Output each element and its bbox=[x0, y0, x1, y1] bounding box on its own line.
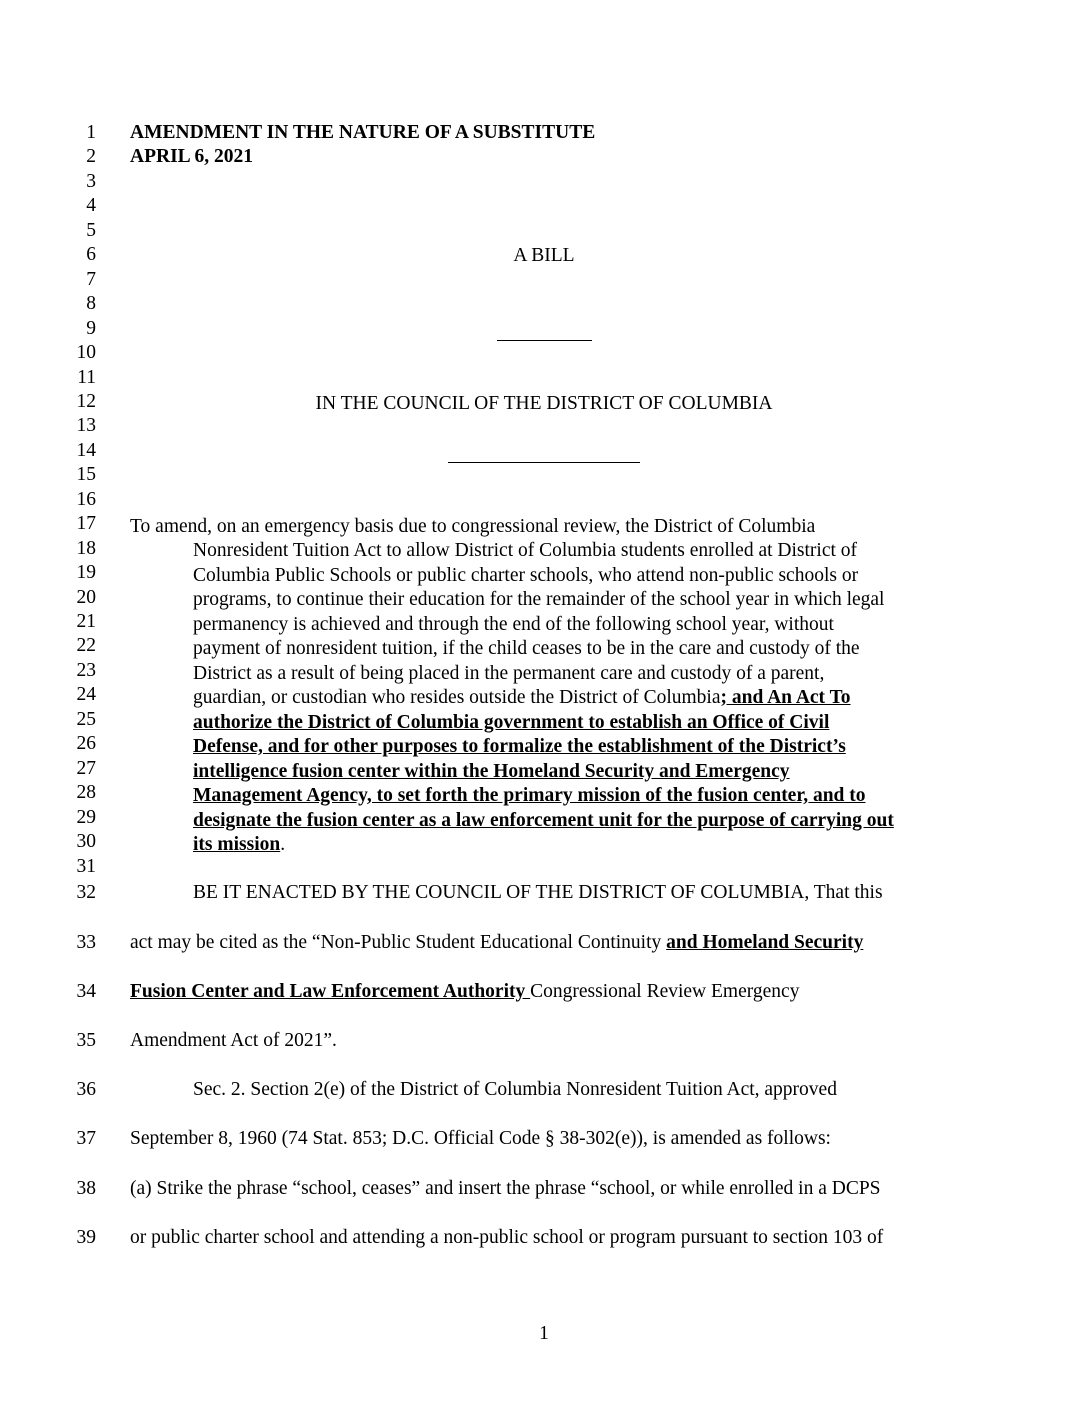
line-number: 13 bbox=[76, 415, 96, 437]
line-number: 36 bbox=[76, 1079, 96, 1100]
line-number: 27 bbox=[76, 757, 96, 779]
inserted-text: ; and An Act To bbox=[720, 687, 851, 708]
body-line bbox=[130, 931, 863, 955]
line-number: 26 bbox=[76, 733, 96, 755]
line-number: 15 bbox=[76, 464, 96, 486]
line-number: 25 bbox=[76, 708, 96, 730]
title-line: Columbia Public Schools or public charter schools, who attend non-public schools or bbox=[193, 565, 859, 586]
line-number: 22 bbox=[76, 635, 96, 657]
inserted-text: its mission bbox=[193, 834, 281, 855]
body-line: or public charter school and attending a non-public school or program pursuant to section 103 of bbox=[130, 1227, 884, 1248]
line-number: 29 bbox=[76, 806, 96, 828]
inserted-text: designate the fusion center as a law enforcement unit for the purpose of carrying out bbox=[193, 810, 894, 831]
bill-label: A BILL bbox=[513, 245, 575, 266]
title-text: . bbox=[280, 834, 286, 855]
line-number: 3 bbox=[86, 170, 96, 192]
title-line bbox=[193, 833, 285, 857]
line-number: 10 bbox=[76, 342, 96, 364]
page-number: 1 bbox=[539, 1323, 549, 1344]
line-number: 38 bbox=[76, 1178, 96, 1199]
body-text: act may be cited as the “Non-Public Student Educational Continuity bbox=[130, 932, 667, 953]
line-number: 39 bbox=[76, 1227, 96, 1248]
body-line bbox=[130, 980, 799, 1004]
line-number: 7 bbox=[86, 268, 96, 290]
line-number: 35 bbox=[76, 1030, 96, 1051]
council-heading: IN THE COUNCIL OF THE DISTRICT OF COLUMBIA bbox=[315, 393, 773, 414]
title-line: District as a result of being placed in the permanent care and custody of a parent, bbox=[193, 663, 825, 684]
enacting-clause: BE IT ENACTED BY THE COUNCIL OF THE DISTRICT OF COLUMBIA, That this bbox=[193, 882, 883, 903]
line-number: 4 bbox=[86, 195, 96, 217]
title-line: permanency is achieved and through the end of the following school year, without bbox=[193, 614, 834, 635]
section-heading: Sec. 2. Section 2(e) of the District of Columbia Nonresident Tuition Act, approved bbox=[193, 1079, 837, 1100]
line-number: 19 bbox=[76, 562, 96, 584]
title-line: To amend, on an emergency basis due to congressional review, the District of Columbia bbox=[130, 516, 816, 537]
body-text: Congressional Review Emergency bbox=[530, 981, 800, 1002]
line-number: 11 bbox=[77, 366, 96, 388]
line-number: 9 bbox=[86, 317, 96, 339]
line-number: 16 bbox=[76, 488, 96, 510]
body-line: (a) Strike the phrase “school, ceases” and insert the phrase “school, or while enrolled in a DCPS bbox=[130, 1178, 881, 1199]
line-number: 31 bbox=[76, 855, 96, 877]
line-number: 23 bbox=[76, 659, 96, 681]
line-number: 37 bbox=[76, 1128, 96, 1149]
amendment-date: APRIL 6, 2021 bbox=[130, 146, 253, 167]
inserted-text: authorize the District of Columbia government to establish an Office of Civil bbox=[193, 712, 830, 733]
inserted-text: Management Agency, to set forth the primary mission of the fusion center, and to bbox=[193, 785, 866, 806]
line-number: 1 bbox=[86, 122, 96, 143]
line-number: 18 bbox=[76, 537, 96, 559]
line-number: 8 bbox=[86, 293, 96, 315]
line-number: 33 bbox=[76, 932, 96, 953]
line-number: 20 bbox=[76, 586, 96, 608]
line-number: 6 bbox=[86, 244, 96, 266]
inserted-text: intelligence fusion center within the Homeland Security and Emergency bbox=[193, 761, 790, 782]
line-number: 5 bbox=[86, 219, 96, 241]
date-blank bbox=[448, 462, 640, 463]
line-number: 24 bbox=[76, 684, 96, 706]
line-number: 12 bbox=[76, 390, 96, 412]
inserted-text: Fusion Center and Law Enforcement Authority bbox=[130, 981, 531, 1002]
line-number: 32 bbox=[76, 882, 96, 903]
line-number: 14 bbox=[76, 439, 96, 461]
line-number: 28 bbox=[76, 782, 96, 804]
bill-number-blank bbox=[497, 340, 592, 341]
title-line bbox=[193, 686, 851, 710]
title-line: payment of nonresident tuition, if the child ceases to be in the care and custody of the bbox=[193, 638, 860, 659]
line-number: 34 bbox=[76, 981, 96, 1002]
inserted-text: and Homeland Security bbox=[666, 932, 864, 953]
inserted-text: Defense, and for other purposes to formalize the establishment of the District’s bbox=[193, 736, 846, 757]
title-line: Nonresident Tuition Act to allow District of Columbia students enrolled at District of bbox=[193, 540, 858, 561]
line-number: 2 bbox=[86, 146, 96, 167]
body-line: Amendment Act of 2021”. bbox=[130, 1030, 337, 1051]
title-text: guardian, or custodian who resides outside the District of Columbia bbox=[193, 687, 721, 708]
line-number: 30 bbox=[76, 831, 96, 853]
title-line: programs, to continue their education for the remainder of the school year in which legal bbox=[193, 589, 885, 610]
line-number: 17 bbox=[76, 513, 96, 535]
line-number: 21 bbox=[76, 611, 96, 632]
body-line: September 8, 1960 (74 Stat. 853; D.C. Official Code § 38-302(e)), is amended as follows: bbox=[130, 1128, 831, 1149]
amendment-heading: AMENDMENT IN THE NATURE OF A SUBSTITUTE bbox=[130, 122, 596, 143]
